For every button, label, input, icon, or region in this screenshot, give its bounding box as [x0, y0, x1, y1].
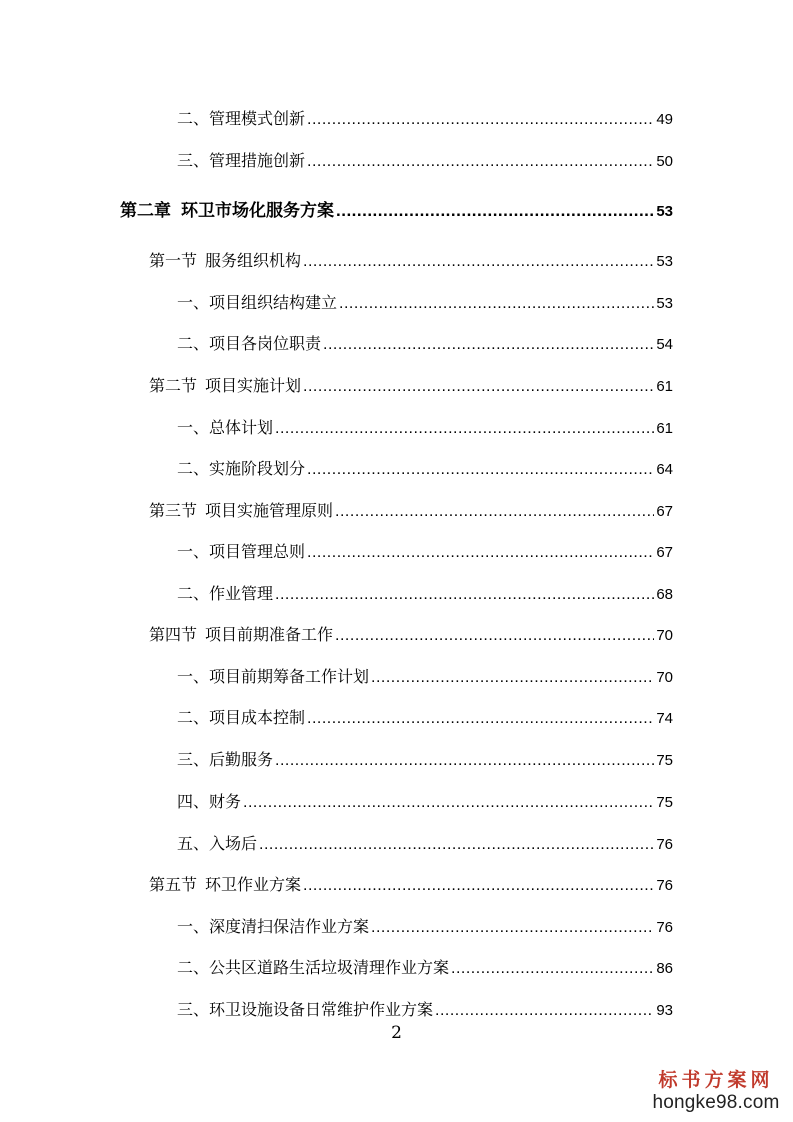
- toc-entry-title: [149, 250, 301, 272]
- page-number: 2: [391, 1023, 402, 1043]
- toc-entry[interactable]: [0, 957, 673, 980]
- toc-entry[interactable]: [0, 108, 673, 131]
- toc-entry-page: 70: [656, 627, 673, 644]
- toc-entry[interactable]: [0, 833, 673, 856]
- toc-entry-label: 三、管理措施创新: [177, 151, 306, 170]
- toc-entry-number: 第三节: [149, 501, 198, 520]
- toc-dot-leader: [259, 834, 654, 856]
- toc-entry-label: 项目实施管理原则: [205, 501, 334, 520]
- toc-entry-title: [177, 916, 369, 938]
- toc-dot-leader: [307, 151, 654, 173]
- toc-entry-page: 68: [656, 586, 673, 603]
- toc-entry-title: [177, 292, 337, 314]
- toc-entry-title: [177, 666, 369, 688]
- toc-entry-page: 76: [656, 877, 673, 894]
- toc-entry[interactable]: [0, 791, 673, 814]
- toc-entry-label: 三、环卫设施设备日常维护作业方案: [177, 1000, 434, 1019]
- toc-entry-label: 一、项目管理总则: [177, 542, 306, 561]
- toc-dot-leader: [323, 334, 654, 356]
- toc-dot-leader: [335, 625, 654, 647]
- toc-entry-page: 61: [656, 378, 673, 395]
- toc-entry-page: 67: [656, 503, 673, 520]
- toc-entry[interactable]: [0, 292, 673, 315]
- toc-entry-label: 二、公共区道路生活垃圾清理作业方案: [177, 958, 450, 977]
- toc-entry-title: [149, 874, 301, 896]
- toc-entry-title: [177, 791, 241, 813]
- toc-entry-label: 二、项目成本控制: [177, 708, 306, 727]
- toc-dot-leader: [371, 917, 654, 939]
- toc-entry-title: [177, 417, 273, 439]
- toc-entry-page: 70: [656, 669, 673, 686]
- toc-entry[interactable]: [0, 200, 673, 223]
- toc-entry-title: [177, 957, 449, 979]
- watermark-url: hongke98.com: [652, 1092, 780, 1113]
- toc-entry-title: [177, 333, 321, 355]
- toc-entry-page: 61: [656, 420, 673, 437]
- toc-entry-label: 四、财务: [177, 792, 242, 811]
- toc-entry-label: 一、深度清扫保洁作业方案: [177, 917, 370, 936]
- watermark-site-name: 标书方案网: [658, 1069, 774, 1091]
- toc-entry-number: 第二章: [120, 201, 171, 221]
- toc-entry-page: 76: [656, 919, 673, 936]
- toc-entry[interactable]: [0, 333, 673, 356]
- toc-entry-page: 74: [656, 710, 673, 727]
- toc-entry-label: 环卫作业方案: [205, 875, 302, 894]
- toc-dot-leader: [275, 418, 654, 440]
- toc-entry-title: [149, 624, 333, 646]
- toc-entry[interactable]: [0, 500, 673, 523]
- toc-dot-leader: [307, 708, 654, 730]
- toc-entry-title: [177, 999, 433, 1021]
- toc-dot-leader: [336, 200, 654, 222]
- toc-dot-leader: [371, 667, 654, 689]
- toc-entry-page: 75: [656, 794, 673, 811]
- toc-entry-label: 项目实施计划: [205, 376, 302, 395]
- toc-entry-title: [149, 375, 301, 397]
- toc-entry-title: [120, 200, 334, 222]
- toc-dot-leader: [275, 584, 654, 606]
- toc-dot-leader: [307, 459, 654, 481]
- toc-entry-page: 76: [656, 836, 673, 853]
- toc-entry-title: [177, 833, 257, 855]
- toc-entry-label: 一、项目前期筹备工作计划: [177, 667, 370, 686]
- toc-entry-page: 93: [656, 1002, 673, 1019]
- toc-entry-label: 二、管理模式创新: [177, 109, 306, 128]
- toc-entry[interactable]: [0, 999, 673, 1022]
- site-watermark: [651, 1065, 781, 1114]
- toc-entry[interactable]: [0, 624, 673, 647]
- toc-entry-label: 二、实施阶段划分: [177, 459, 306, 478]
- toc-entry-page: 75: [656, 752, 673, 769]
- toc-dot-leader: [243, 792, 654, 814]
- toc-entry-page: 54: [656, 336, 673, 353]
- toc-dot-leader: [335, 501, 654, 523]
- toc-dot-leader: [275, 750, 654, 772]
- toc-entry-title: [177, 707, 305, 729]
- toc-entry-label: 一、项目组织结构建立: [177, 293, 338, 312]
- toc-entry-number: 第四节: [149, 625, 198, 644]
- toc-entry-title: [177, 108, 305, 130]
- toc-entry-label: 项目前期准备工作: [205, 625, 334, 644]
- toc-dot-leader: [307, 542, 654, 564]
- toc-entry[interactable]: [0, 666, 673, 689]
- toc-entry[interactable]: [0, 458, 673, 481]
- toc-dot-leader: [339, 293, 654, 315]
- toc-dot-leader: [303, 875, 654, 897]
- toc-entry-label: 一、总体计划: [177, 418, 274, 437]
- toc-entry-page: 64: [656, 461, 673, 478]
- toc-entry-title: [177, 583, 273, 605]
- toc-entry-label: 二、项目各岗位职责: [177, 334, 322, 353]
- toc-entry-number: 第五节: [149, 875, 198, 894]
- toc-dot-leader: [435, 1000, 654, 1022]
- toc-entry[interactable]: [0, 749, 673, 772]
- toc-entry-title: [177, 150, 305, 172]
- toc-entry-page: 50: [656, 153, 673, 170]
- toc-entry-label: 环卫市场化服务方案: [181, 201, 334, 221]
- toc-entry-number: 第二节: [149, 376, 198, 395]
- toc-entry[interactable]: [0, 250, 673, 273]
- toc-entry-title: [177, 541, 305, 563]
- toc-entry-title: [149, 500, 333, 522]
- toc-entry-title: [177, 458, 305, 480]
- toc-entry[interactable]: [0, 150, 673, 173]
- toc-entry-page: 86: [656, 960, 673, 977]
- toc-entry[interactable]: [0, 541, 673, 564]
- toc-dot-leader: [303, 251, 654, 273]
- toc-entry[interactable]: [0, 707, 673, 730]
- toc-entry-page: 53: [656, 253, 673, 270]
- toc-entry[interactable]: [0, 916, 673, 939]
- toc-entry[interactable]: [0, 375, 673, 398]
- toc-entry-number: 第一节: [149, 251, 198, 270]
- toc-entry-page: 67: [656, 544, 673, 561]
- toc-dot-leader: [451, 958, 654, 980]
- toc-entry[interactable]: [0, 583, 673, 606]
- toc-entry-page: 53: [656, 295, 673, 312]
- toc-entry-page: 49: [656, 111, 673, 128]
- toc-entry[interactable]: [0, 874, 673, 897]
- toc-dot-leader: [303, 376, 654, 398]
- toc-entry-page: 53: [656, 203, 673, 220]
- toc-entry-label: 服务组织机构: [205, 251, 302, 270]
- toc-entry[interactable]: [0, 417, 673, 440]
- toc-dot-leader: [307, 109, 654, 131]
- toc-entry-label: 五、入场后: [177, 834, 258, 853]
- toc-entry-title: [177, 749, 273, 771]
- toc-entry-label: 二、作业管理: [177, 584, 274, 603]
- toc-entry-label: 三、后勤服务: [177, 750, 274, 769]
